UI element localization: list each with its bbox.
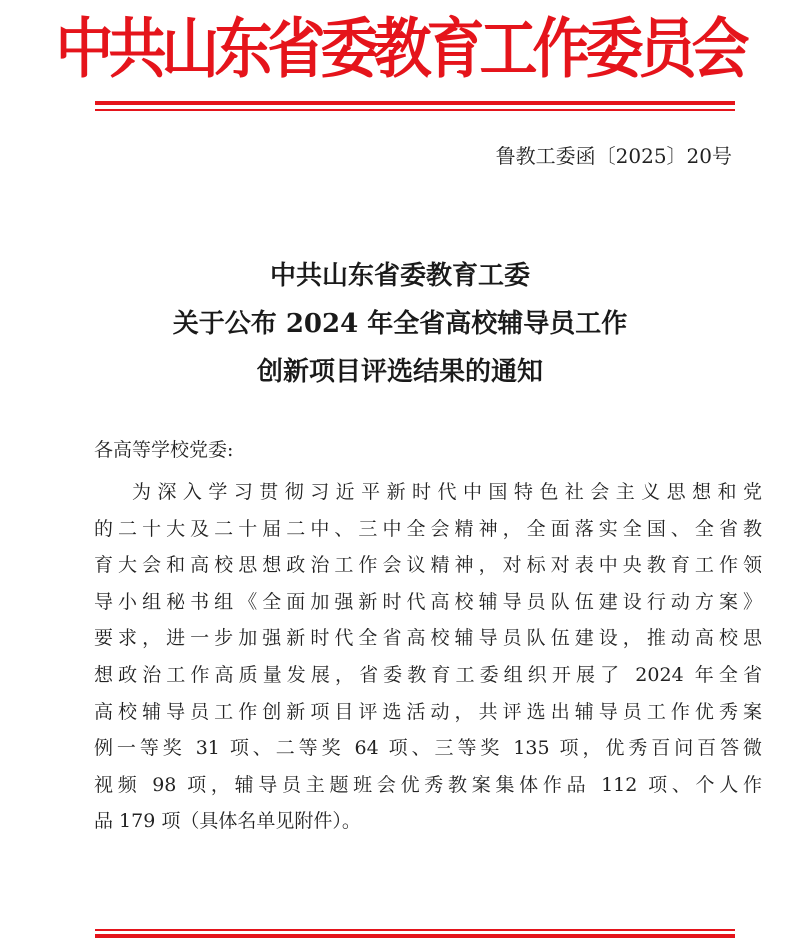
document-number: 鲁教工委函〔2025〕20号 xyxy=(495,144,732,168)
body-line: 育大会和高校思想政治工作会议精神，对标对表中央教育工作领 xyxy=(94,554,762,577)
body-paragraph xyxy=(94,474,762,840)
body-line: 高校辅导员工作创新项目评选活动，共评选出辅导员工作优秀案 xyxy=(94,700,762,723)
body-line: 视频 98 项，辅导员主题班会优秀教案集体作品 112 项、个人作 xyxy=(94,773,762,796)
footer-rule-thin xyxy=(95,929,735,931)
salutation: 各高等学校党委: xyxy=(94,439,234,461)
footer-rule-thick xyxy=(95,934,735,938)
letterhead-rule-thick xyxy=(95,101,735,105)
body-line: 导小组秘书组《全面加强新时代高校辅导员队伍建设行动方案》 xyxy=(94,590,762,613)
document-title-line-3: 创新项目评选结果的通知 xyxy=(256,357,543,387)
letterhead-rule-thin xyxy=(95,109,735,111)
body-line: 例一等奖 31 项、二等奖 64 项、三等奖 135 项，优秀百问百答微 xyxy=(94,737,762,760)
body-line: 为深入学习贯彻习近平新时代中国特色社会主义思想和党 xyxy=(132,481,762,503)
body-line: 的二十大及二十届二中、三中全会精神，全面落实全国、全省教 xyxy=(94,517,762,540)
body-line: 品 179 项（具体名单见附件）。 xyxy=(94,810,361,833)
document-title-line-1: 中共山东省委教育工委 xyxy=(269,261,530,291)
body-line: 想政治工作高质量发展，省委教育工委组织开展了 2024 年全省 xyxy=(94,663,762,686)
body-line: 要求，进一步加强新时代全省高校辅导员队伍建设，推动高校思 xyxy=(94,627,762,650)
letterhead-organization: 中共山东省委教育工作委员会 xyxy=(55,10,745,87)
document-title xyxy=(60,252,740,396)
document-title-line-2: 关于公布 2024 年全省高校辅导员工作 xyxy=(172,309,628,339)
